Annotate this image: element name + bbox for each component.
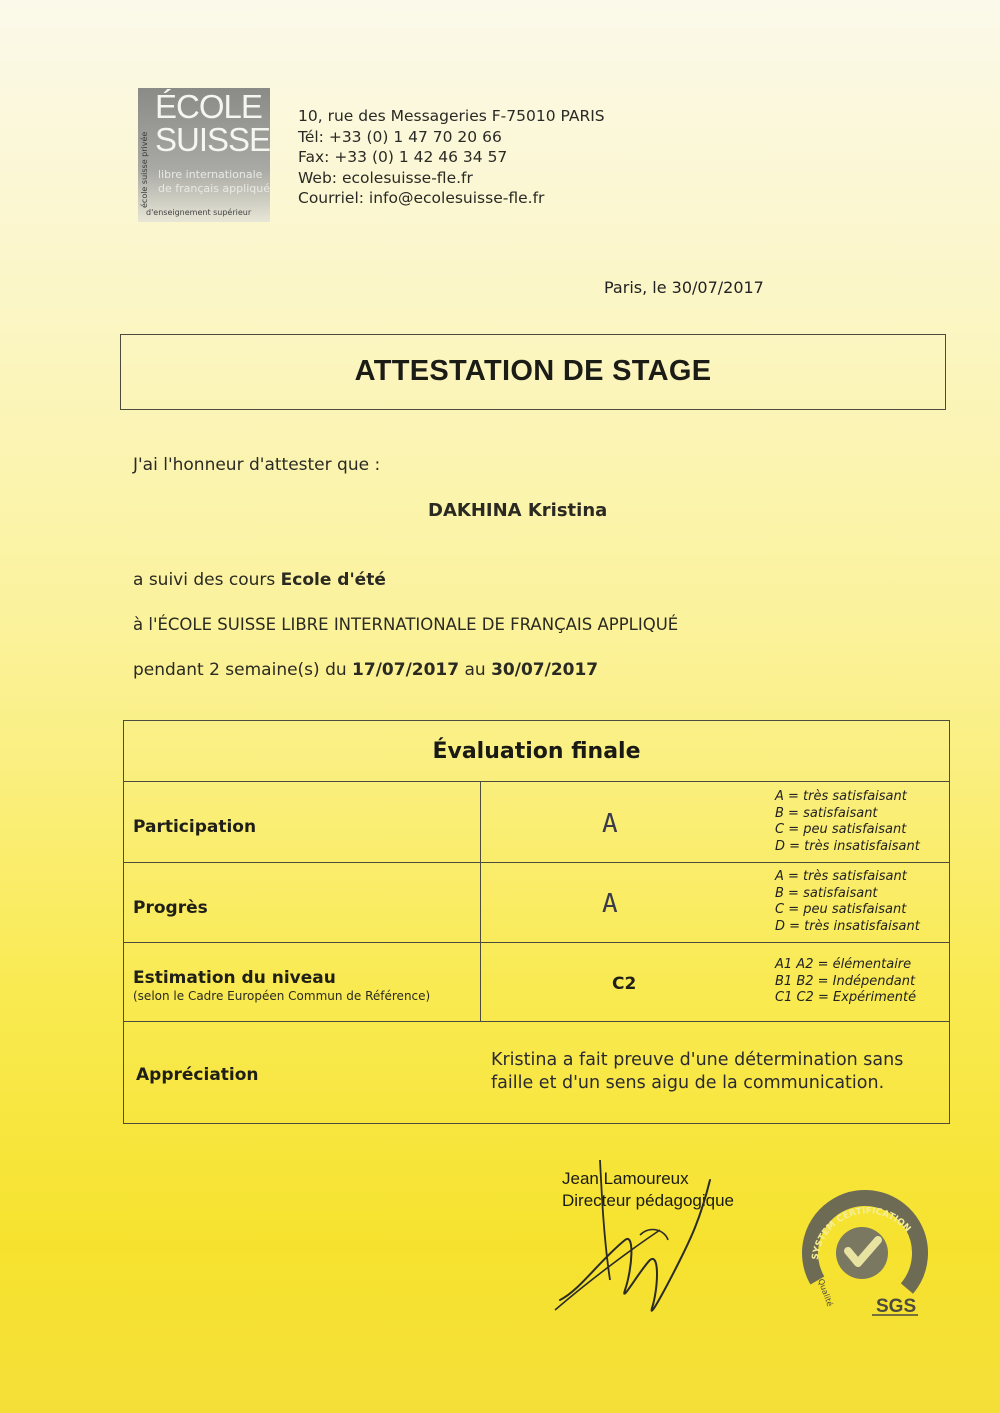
legend-item: B = satisfaisant	[775, 805, 878, 821]
legend-item: D = très insatisfaisant	[775, 918, 920, 934]
table-divider	[124, 942, 949, 943]
legend-item: D = très insatisfaisant	[775, 838, 920, 854]
signatory-role: Directeur pédagogique	[562, 1191, 735, 1210]
grade-legend	[775, 789, 920, 855]
grade-legend	[775, 869, 920, 935]
legend-item: B = satisfaisant	[775, 885, 878, 901]
legend-item: A1 A2 = élémentaire	[775, 957, 912, 972]
legend-item: C = peu satisfaisant	[775, 902, 907, 917]
course-line	[133, 570, 386, 590]
period-line	[133, 660, 598, 680]
row-label-participation: Participation	[133, 817, 257, 837]
level-legend	[775, 957, 916, 1007]
grade-progres: A	[602, 889, 618, 919]
legend-item: C1 C2 = Expérimenté	[775, 990, 917, 1005]
logo-side-text: école suisse privée	[140, 131, 149, 208]
title-box	[120, 334, 946, 410]
intro-text: J'ai l'honneur d'attester que :	[133, 455, 381, 475]
period-mid: au	[459, 660, 492, 680]
appreciation-line: Kristina a fait preuve d'une détermination sans	[491, 1050, 904, 1070]
row-label-progres: Progrès	[133, 898, 208, 918]
stamp-side-text: Qualité	[816, 1277, 835, 1308]
evaluation-table	[123, 720, 950, 1124]
address-tel: Tél: +33 (0) 1 47 70 20 66	[298, 127, 502, 146]
row-label-appreciation: Appréciation	[136, 1065, 259, 1085]
stamp-brand: SGS	[876, 1296, 917, 1317]
address-fax: Fax: +33 (0) 1 42 46 34 57	[298, 148, 508, 166]
table-divider	[124, 862, 949, 863]
document-date: Paris, le 30/07/2017	[604, 278, 764, 297]
course-name: Ecole d'été	[280, 570, 386, 590]
student-name: DAKHINA Kristina	[428, 500, 608, 521]
stamp-top-text: SYSTEM CERTIFICATION	[810, 1206, 913, 1261]
legend-item: C = peu satisfaisant	[775, 822, 907, 837]
sgs-certification-stamp	[800, 1188, 930, 1318]
handwritten-signature	[540, 1140, 720, 1330]
logo-line-3: libre internationale	[158, 168, 263, 181]
end-date: 30/07/2017	[491, 660, 599, 680]
legend-item: B1 B2 = Indépendant	[775, 973, 916, 989]
logo-line-4: de français appliqué	[158, 182, 270, 195]
appreciation-line: faille et d'un sens aigu de la communication.	[491, 1073, 885, 1093]
logo-line-1: ÉCOLE	[155, 88, 262, 125]
school-logo	[138, 88, 270, 222]
signatory-name: Jean Lamoureux	[562, 1169, 689, 1188]
appreciation-text	[491, 1049, 903, 1095]
table-divider	[124, 781, 949, 782]
logo-line-2: SUISSE	[155, 121, 271, 158]
address-block	[298, 106, 605, 209]
row-sublabel-niveau: (selon le Cadre Européen Commun de Référence)	[133, 989, 431, 1003]
grade-participation: A	[602, 809, 618, 839]
evaluation-title: Évaluation finale	[432, 739, 641, 764]
row-label-niveau: Estimation du niveau	[133, 968, 336, 988]
address-email: Courriel: info@ecolesuisse-fle.fr	[298, 189, 545, 207]
legend-item: A = très satisfaisant	[775, 869, 907, 884]
table-divider	[124, 1021, 949, 1022]
course-prefix: a suivi des cours	[133, 570, 281, 590]
start-date: 17/07/2017	[352, 660, 460, 680]
school-line: à l'ÉCOLE SUISSE LIBRE INTERNATIONALE DE FRANÇAIS APPLIQUÉ	[133, 615, 679, 634]
address-web: Web: ecolesuisse-fle.fr	[298, 168, 473, 187]
table-column-divider	[480, 781, 481, 1021]
logo-bottom-text: d'enseignement supérieur	[146, 208, 252, 217]
period-prefix: pendant 2 semaine(s) du	[133, 660, 353, 680]
legend-item: A = très satisfaisant	[775, 789, 907, 804]
address-street: 10, rue des Messageries F-75010 PARIS	[298, 107, 605, 125]
document-title: ATTESTATION DE STAGE	[354, 355, 712, 387]
grade-niveau: C2	[612, 974, 637, 994]
